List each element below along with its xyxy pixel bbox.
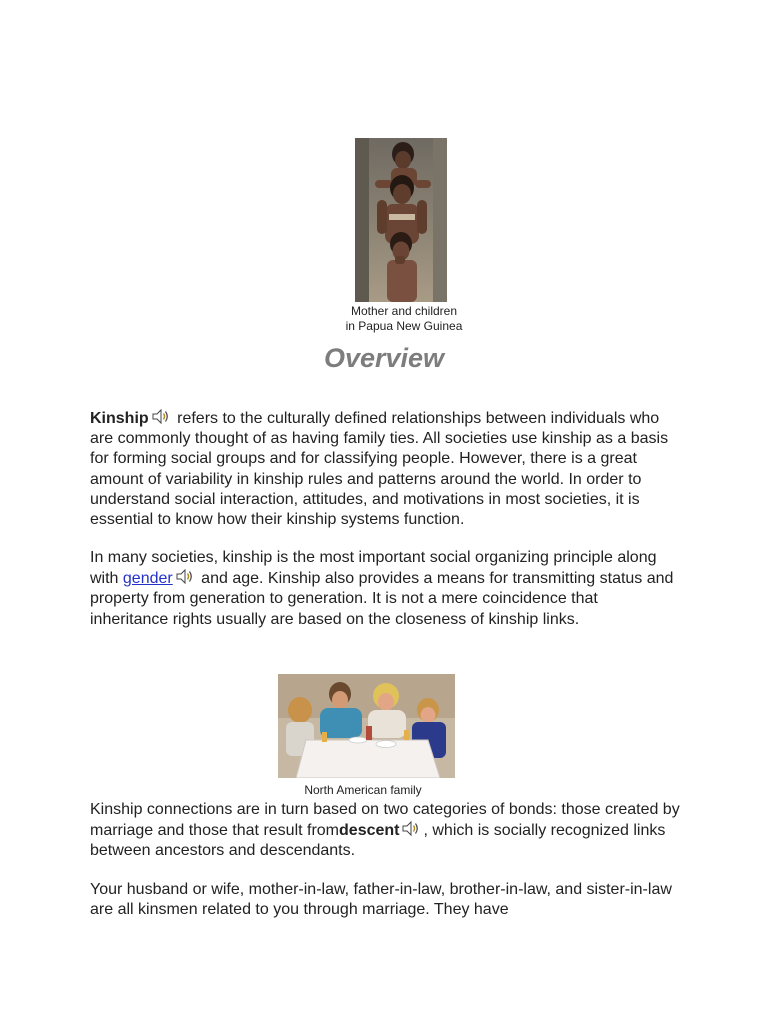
paragraph-kinship-bonds (90, 800, 680, 862)
page-title: Overview (323, 343, 445, 373)
speaker-icon[interactable] (175, 568, 195, 585)
term-kinship: Kinship (90, 410, 149, 427)
speaker-icon[interactable] (401, 820, 421, 837)
paragraph-marriage-kinsmen (90, 880, 680, 920)
paragraph-2-text-after: and age. Kinship also provides a means for transmitting status and property from generation to generation. It is not a mere coincidence that inheritance rights usually are based on the closeness of kinship links. (90, 570, 674, 628)
papua-family-photo (355, 138, 447, 302)
family-photo-caption: North American family (304, 783, 422, 797)
gender-link[interactable]: gender (122, 570, 173, 588)
papua-photo-caption (300, 304, 508, 334)
paragraph-1-text: refers to the culturally defined relationships between individuals who are commonly thought of as having family ties. All societies use kinship as a basis for forming social groups and for classifying people. However, there is a great amount of variability in kinship rules and patterns around the world. In order to understand social interaction, attitudes, and motivations in most societies, it is essential to know how their kinship systems function. (90, 410, 669, 529)
north-american-family-photo (278, 674, 455, 778)
term-descent: descent (339, 822, 400, 840)
paragraph-kinship-organizing (90, 548, 680, 630)
paragraph-3-text-after: , which is socially recognized links between ancestors and descendants. (90, 822, 666, 860)
paragraph-2-text-before: In many societies, kinship is the most important social organizing principle along with (90, 549, 657, 588)
papua-caption-line2: in Papua New Guinea (345, 319, 463, 333)
paragraph-3-text-before: Kinship connections are in turn based on two categories of bonds: those created by marriage and those that result from (90, 801, 680, 840)
speaker-icon[interactable] (151, 408, 171, 425)
paragraph-4-text: Your husband or wife, mother-in-law, father-in-law, brother-in-law, and sister-in-law are all kinsmen related to you through marriage. They have (90, 881, 672, 919)
papua-caption-line1: Mother and children (350, 304, 458, 318)
paragraph-kinship-definition (90, 408, 680, 530)
